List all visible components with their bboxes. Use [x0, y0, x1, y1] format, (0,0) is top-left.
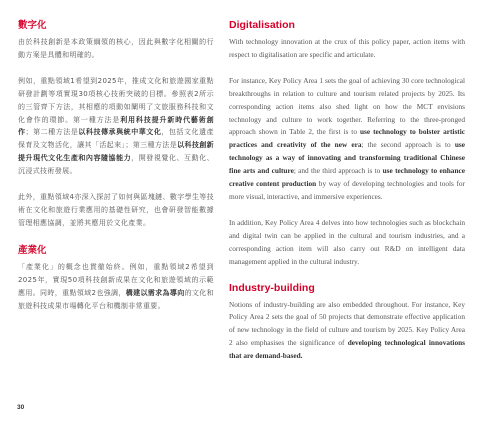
chinese-column: [18, 19, 214, 312]
body-text-segment: For instance, Key Policy Area 1 sets the goal of achieving 30 core technological breakthroughs in relation to culture and tourism related projects by 2025. Its corresponding action items also shed light on how the MCT envisions technology and culture to work together. Referring to the three-pronged approach shown in Table 2, the first is to: [229, 75, 465, 137]
emphasis-text: 以科技傳承與統中華文化: [78, 128, 162, 137]
emphasis-text: 利用科技提升新時代藝術創作: [18, 115, 214, 137]
emphasis-text: 以科技創新提升現代文化生產和內容隨協能力: [18, 141, 215, 163]
zh-industry-body: [18, 261, 214, 313]
body-text-segment: ; the second approach is to: [361, 140, 455, 150]
page-number: 30: [17, 404, 25, 411]
body-text-segment: Notions of industry-building are also embedded throughout. For instance, Key Policy Area 2 sets the goal of 50 projects that demonstrate effective application of new technology in the field of culture and tourism by 2025. Key Policy Area 2 also emphasises the significance of: [229, 299, 465, 348]
zh-digitalisation-intro: 由於科技創新是本政策綱領的核心，因此與數字化相關的行動方案是具體和明確的。: [18, 38, 214, 59]
en-industry-heading: Industry-building: [229, 281, 315, 294]
emphasis-text: use technology to bolster artistic practices and creativity of the new era: [229, 127, 465, 150]
emphasis-text: developing technological innovations that are demand-based.: [229, 338, 465, 361]
zh-industry-heading: 產業化: [18, 244, 47, 256]
body-text-segment: by way of developing technologies and tools for more visual, interactive, and immersive experiences.: [229, 179, 465, 201]
zh-digitalisation-body: [18, 75, 214, 178]
en-industry-body: [229, 299, 465, 364]
body-text-segment: 「產業化」的概念也貫徹始終。例如，重點領域2希望到2025年，實現50項科技創新成果在文化和旅遊領域的示範應用。同時，重點領域2也強調，: [18, 262, 214, 297]
emphasis-text: use technology as a way of innovating and transforming traditional Chinese fine arts and culture: [229, 140, 465, 176]
zh-digitalisation-heading: 數字化: [18, 20, 47, 31]
body-text-segment: ，包括文化遺產保育及文物活化，讓其「活起來」；第三種方法是: [18, 128, 214, 150]
en-digitalisation-intro: With technology innovation at the crux of this policy paper, action items with respect to digitalisation are specific and articulate.: [229, 37, 465, 59]
body-text-segment: 例如，重點領域1希望到2025年，推成文化和旅遊國家重點研發計劃等項實現30項核心技術突破的目標。參照表2所示的三管齊下方法，其相應的項動如闡明了文旅服務科技和文化會作的環節。第一種方法是: [18, 76, 214, 124]
emphasis-text: 構建以需求為導向: [125, 288, 185, 297]
emphasis-text: use technology to enhance creative content production: [229, 166, 465, 189]
en-digitalisation-heading: Digitalisation: [229, 19, 295, 31]
body-text-segment: ，開發視覺化、互動化、沉浸式技術發展。: [18, 154, 214, 176]
body-text-segment: ; and the third approach is to: [293, 166, 383, 176]
en-digitalisation-body: [229, 75, 465, 204]
english-column: [229, 19, 465, 363]
en-digitalisation-body2: In addition, Key Policy Area 4 delves into how technologies such as blockchain and digital twin can be applied in the cultural and tourism industries, and a corresponding action item will also carry out R&D on intelligent data management applied in the cultural industry.: [229, 217, 465, 266]
body-text-segment: ；第二種方法是: [25, 128, 79, 137]
body-text-segment: 的文化和旅遊科技成果市場轉化平台和機制非常重要。: [18, 288, 214, 310]
zh-digitalisation-body2: 此外，重點領域4亦深入探討了如何與區塊鏈、數字學生等技術在文化和旅遊行業應用的基礎性研究，也會研發智能數據管理相應協調，並將其應用於文化產業。: [18, 193, 214, 227]
